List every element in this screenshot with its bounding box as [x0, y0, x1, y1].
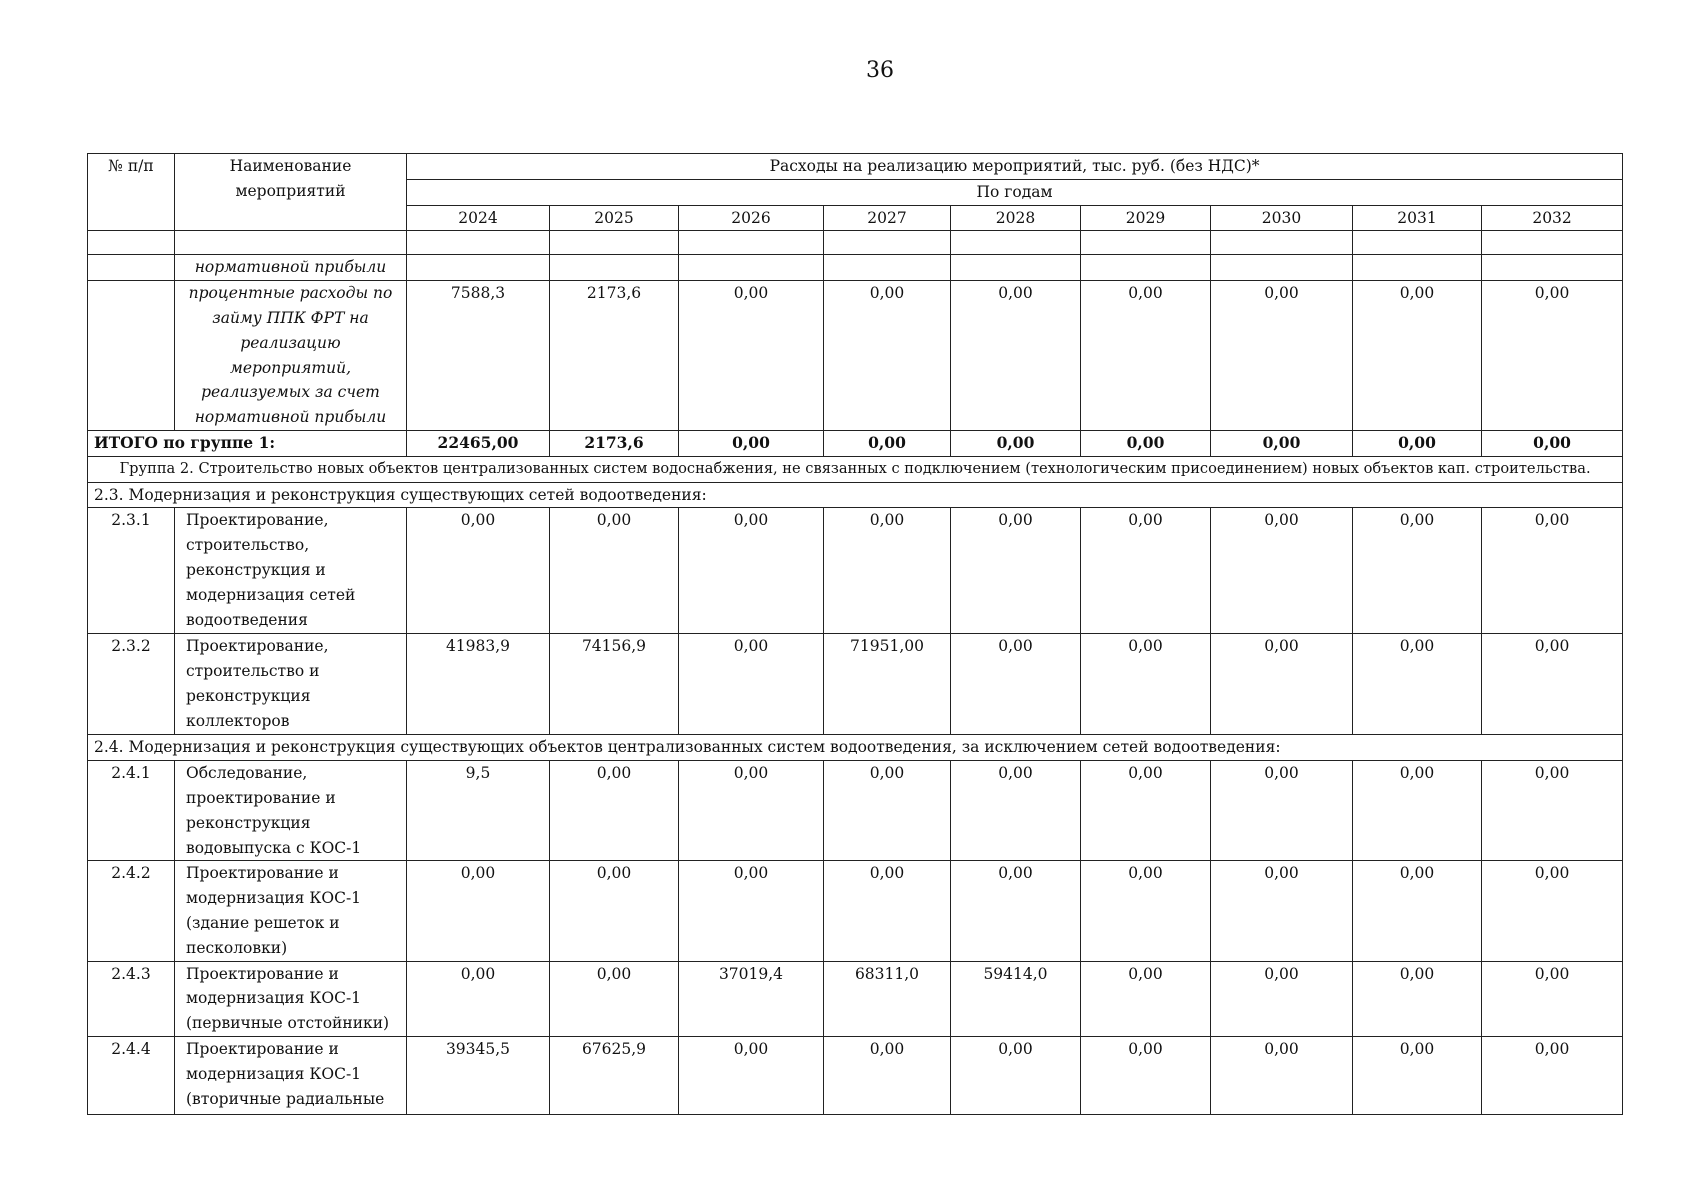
header-name: Наименование мероприятий [175, 154, 407, 231]
total-cell: 0,00 [1211, 430, 1353, 456]
section-row [88, 735, 1623, 761]
value-cell: 0,00 [407, 861, 550, 961]
total-row [88, 430, 1623, 456]
value-cell: 59414,0 [951, 961, 1081, 1036]
value-cell: 0,00 [1211, 508, 1353, 634]
row-name: Проектирование и модернизация КОС-1 (первичные отстойники) [175, 961, 407, 1036]
value-cell: 0,00 [1482, 861, 1623, 961]
header-num: № п/п [88, 154, 175, 231]
value-cell: 0,00 [1353, 1036, 1482, 1114]
value-cell: 0,00 [550, 508, 679, 634]
value-cell: 0,00 [951, 1036, 1081, 1114]
value-cell: 0,00 [1081, 861, 1211, 961]
value-cell: 0,00 [1211, 634, 1353, 735]
table-row [88, 634, 1623, 735]
value-cell: 0,00 [1081, 1036, 1211, 1114]
value-cell: 9,5 [407, 761, 550, 861]
spacer-row [88, 231, 1623, 255]
value-cell: 0,00 [824, 508, 951, 634]
year-header: 2026 [679, 205, 824, 231]
value-cell: 0,00 [679, 861, 824, 961]
value-cell: 74156,9 [550, 634, 679, 735]
value-cell: 0,00 [951, 861, 1081, 961]
row-name: Проектирование, строительство и реконструкция коллекторов [175, 634, 407, 735]
value-cell: 0,00 [1211, 961, 1353, 1036]
header-expenses: Расходы на реализацию мероприятий, тыс. руб. (без НДС)* [407, 154, 1623, 180]
value-cell: 0,00 [407, 961, 550, 1036]
row-number: 2.4.1 [88, 761, 175, 861]
total-cell: 0,00 [1482, 430, 1623, 456]
value-cell: 71951,00 [824, 634, 951, 735]
value-cell: 0,00 [1353, 281, 1482, 431]
table-row [88, 961, 1623, 1036]
value-cell: 0,00 [1081, 634, 1211, 735]
row-name: Проектирование, строительство, реконструкция и модернизация сетей водоотведения [175, 508, 407, 634]
value-cell: 0,00 [951, 761, 1081, 861]
table-row [88, 1036, 1623, 1114]
value-cell: 0,00 [679, 1036, 824, 1114]
table-row [88, 761, 1623, 861]
row-name: Проектирование и модернизация КОС-1 (здание решеток и песколовки) [175, 861, 407, 961]
value-cell: 0,00 [1353, 861, 1482, 961]
value-cell: 0,00 [1353, 634, 1482, 735]
group2-heading: Группа 2. Строительство новых объектов централизованных систем водоснабжения, не связанных с подключением (технологическим присоединением) новых объектов кап. строительства. [88, 456, 1623, 482]
table-row [88, 255, 1623, 281]
year-header: 2032 [1482, 205, 1623, 231]
value-cell: 0,00 [679, 508, 824, 634]
value-cell: 68311,0 [824, 961, 951, 1036]
row-name: процентные расходы по займу ППК ФРТ на реализацию мероприятий, реализуемых за счет нормативной прибыли [175, 281, 407, 431]
year-header: 2031 [1353, 205, 1482, 231]
group-heading-row [88, 456, 1623, 482]
value-cell: 39345,5 [407, 1036, 550, 1114]
value-cell: 0,00 [1482, 508, 1623, 634]
expenses-table [87, 153, 1623, 1115]
value-cell: 0,00 [1211, 861, 1353, 961]
value-cell: 2173,6 [550, 281, 679, 431]
value-cell: 0,00 [1081, 281, 1211, 431]
value-cell: 0,00 [824, 1036, 951, 1114]
row-number: 2.3.1 [88, 508, 175, 634]
value-cell: 0,00 [1081, 761, 1211, 861]
value-cell: 0,00 [679, 634, 824, 735]
value-cell: 0,00 [1482, 634, 1623, 735]
row-name: нормативной прибыли [175, 255, 407, 281]
value-cell: 0,00 [1211, 1036, 1353, 1114]
value-cell: 67625,9 [550, 1036, 679, 1114]
total-cell: 0,00 [1353, 430, 1482, 456]
value-cell: 0,00 [1353, 508, 1482, 634]
value-cell: 0,00 [824, 861, 951, 961]
total-cell: 0,00 [824, 430, 951, 456]
row-number: 2.3.2 [88, 634, 175, 735]
value-cell: 37019,4 [679, 961, 824, 1036]
value-cell: 0,00 [679, 761, 824, 861]
value-cell: 0,00 [550, 861, 679, 961]
total-cell: 0,00 [679, 430, 824, 456]
year-header: 2024 [407, 205, 550, 231]
value-cell: 0,00 [679, 281, 824, 431]
year-header: 2027 [824, 205, 951, 231]
value-cell: 7588,3 [407, 281, 550, 431]
value-cell: 0,00 [824, 761, 951, 861]
value-cell: 0,00 [951, 281, 1081, 431]
year-header: 2030 [1211, 205, 1353, 231]
value-cell: 0,00 [1353, 961, 1482, 1036]
value-cell: 0,00 [1482, 1036, 1623, 1114]
row-number: 2.4.4 [88, 1036, 175, 1114]
value-cell: 0,00 [550, 761, 679, 861]
row-name: Проектирование и модернизация КОС-1 (вторичные радиальные [175, 1036, 407, 1114]
section-2-4-heading: 2.4. Модернизация и реконструкция существующих объектов централизованных систем водоотведения, за исключением сетей водоотведения: [88, 735, 1623, 761]
section-row [88, 482, 1623, 508]
page-number: 36 [866, 58, 894, 83]
total-cell: 2173,6 [550, 430, 679, 456]
value-cell: 0,00 [1482, 281, 1623, 431]
value-cell: 0,00 [1482, 761, 1623, 861]
row-number: 2.4.3 [88, 961, 175, 1036]
section-2-3-heading: 2.3. Модернизация и реконструкция существующих сетей водоотведения: [88, 482, 1623, 508]
row-name: Обследование, проектирование и реконструкция водовыпуска с КОС-1 [175, 761, 407, 861]
value-cell: 0,00 [1211, 281, 1353, 431]
year-header: 2028 [951, 205, 1081, 231]
value-cell: 0,00 [407, 508, 550, 634]
value-cell: 41983,9 [407, 634, 550, 735]
table-row [88, 281, 1623, 431]
year-header: 2029 [1081, 205, 1211, 231]
value-cell: 0,00 [824, 281, 951, 431]
total-cell: 0,00 [1081, 430, 1211, 456]
value-cell: 0,00 [1353, 761, 1482, 861]
value-cell: 0,00 [1081, 961, 1211, 1036]
total-cell: 22465,00 [407, 430, 550, 456]
value-cell: 0,00 [1482, 961, 1623, 1036]
total-label: ИТОГО по группе 1: [88, 430, 407, 456]
year-header: 2025 [550, 205, 679, 231]
value-cell: 0,00 [1211, 761, 1353, 861]
value-cell: 0,00 [951, 508, 1081, 634]
header-by-years: По годам [407, 179, 1623, 205]
total-cell: 0,00 [951, 430, 1081, 456]
table-row [88, 861, 1623, 961]
table-row [88, 508, 1623, 634]
value-cell: 0,00 [1081, 508, 1211, 634]
row-number: 2.4.2 [88, 861, 175, 961]
value-cell: 0,00 [951, 634, 1081, 735]
value-cell: 0,00 [550, 961, 679, 1036]
